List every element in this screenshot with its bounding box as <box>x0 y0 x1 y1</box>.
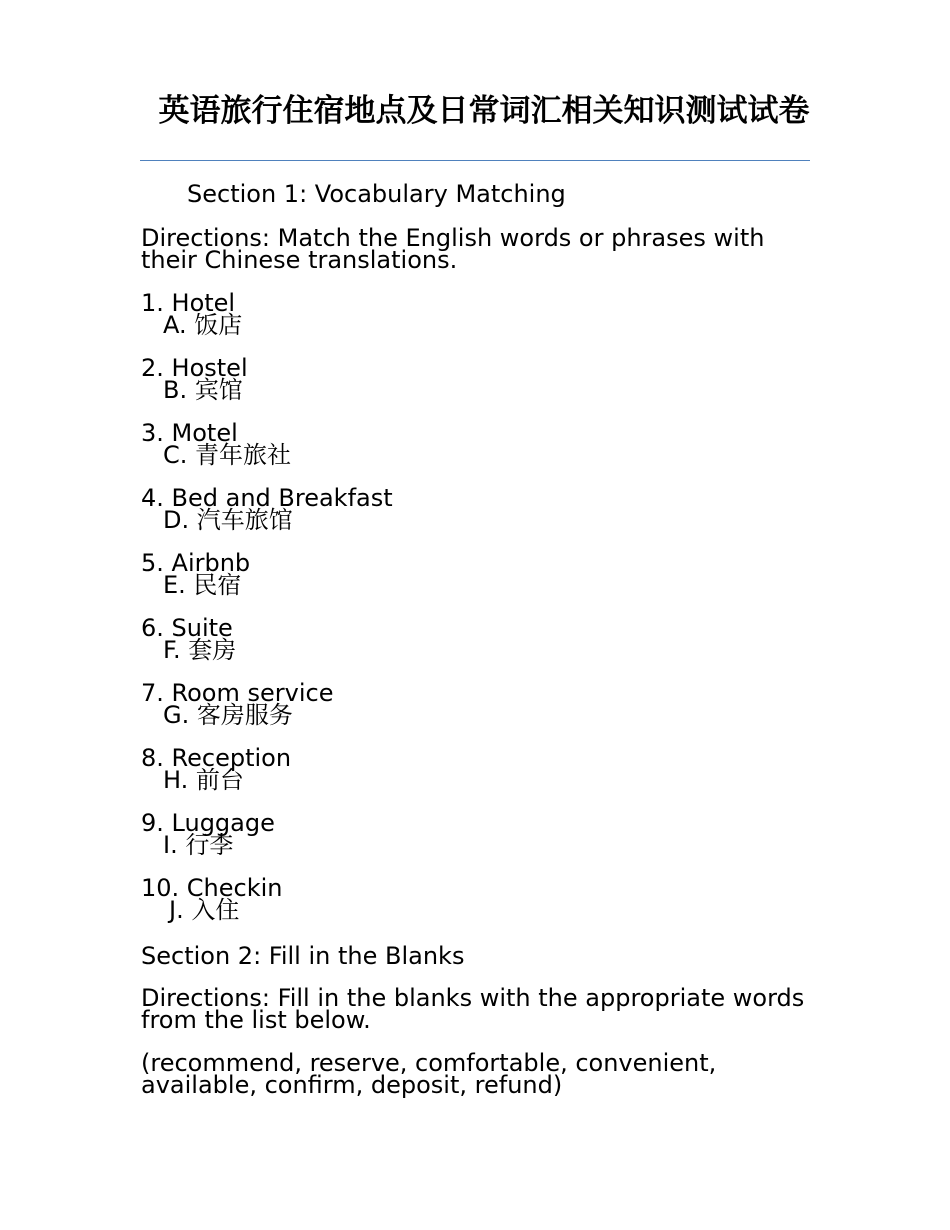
section1-directions <box>141 224 765 274</box>
matching-item-7 <box>141 679 334 729</box>
matching-item-2 <box>141 354 248 404</box>
matching-item-10 <box>141 874 283 924</box>
matching-word: 5. Airbnb <box>141 549 251 577</box>
matching-item-6 <box>141 614 237 664</box>
title-underline-rule <box>140 160 810 161</box>
matching-item-5 <box>141 549 251 599</box>
matching-answer: A. 饭店 <box>163 311 243 339</box>
matching-word: 4. Bed and Breakfast <box>141 484 393 512</box>
section1-directions-line1: Directions: Match the English words or phrases with <box>141 224 765 252</box>
matching-item-1 <box>141 289 243 339</box>
matching-word: 2. Hostel <box>141 354 248 382</box>
matching-word: 7. Room service <box>141 679 334 707</box>
matching-answer: F. 套房 <box>163 636 237 664</box>
matching-item-9 <box>141 809 275 859</box>
word-list-line2: available, confirm, deposit, refund) <box>141 1071 563 1099</box>
section2-directions <box>141 984 805 1034</box>
matching-answer: J. 入住 <box>169 896 240 924</box>
matching-word: 8. Reception <box>141 744 292 772</box>
matching-answer: G. 客房服务 <box>163 701 293 729</box>
section2-heading: Section 2: Fill in the Blanks <box>141 942 465 970</box>
section1-heading: Section 1: Vocabulary Matching <box>187 180 566 208</box>
matching-word: 3. Motel <box>141 419 238 447</box>
matching-answer: B. 宾馆 <box>163 376 243 404</box>
section2-directions-line2: from the list below. <box>141 1006 371 1034</box>
matching-answer: E. 民宿 <box>163 571 242 599</box>
matching-word: 9. Luggage <box>141 809 275 837</box>
matching-word: 6. Suite <box>141 614 233 642</box>
section2-directions-line1: Directions: Fill in the blanks with the appropriate words <box>141 984 805 1012</box>
matching-item-8 <box>141 744 292 794</box>
matching-word: 1. Hotel <box>141 289 236 317</box>
matching-answer: C. 青年旅社 <box>163 441 292 469</box>
matching-word: 10. Checkin <box>141 874 283 902</box>
word-list-line1: (recommend, reserve, comfortable, convenient, <box>141 1049 717 1077</box>
matching-answer: I. 行李 <box>163 831 234 859</box>
matching-item-3 <box>141 419 292 469</box>
section1-directions-line2: their Chinese translations. <box>141 246 458 274</box>
matching-answer: D. 汽车旅馆 <box>163 506 293 534</box>
matching-answer: H. 前台 <box>163 766 244 794</box>
document-title: 英语旅行住宿地点及日常词汇相关知识测试试卷 <box>158 93 810 129</box>
fill-in-word-list <box>141 1049 717 1099</box>
matching-item-4 <box>141 484 393 534</box>
